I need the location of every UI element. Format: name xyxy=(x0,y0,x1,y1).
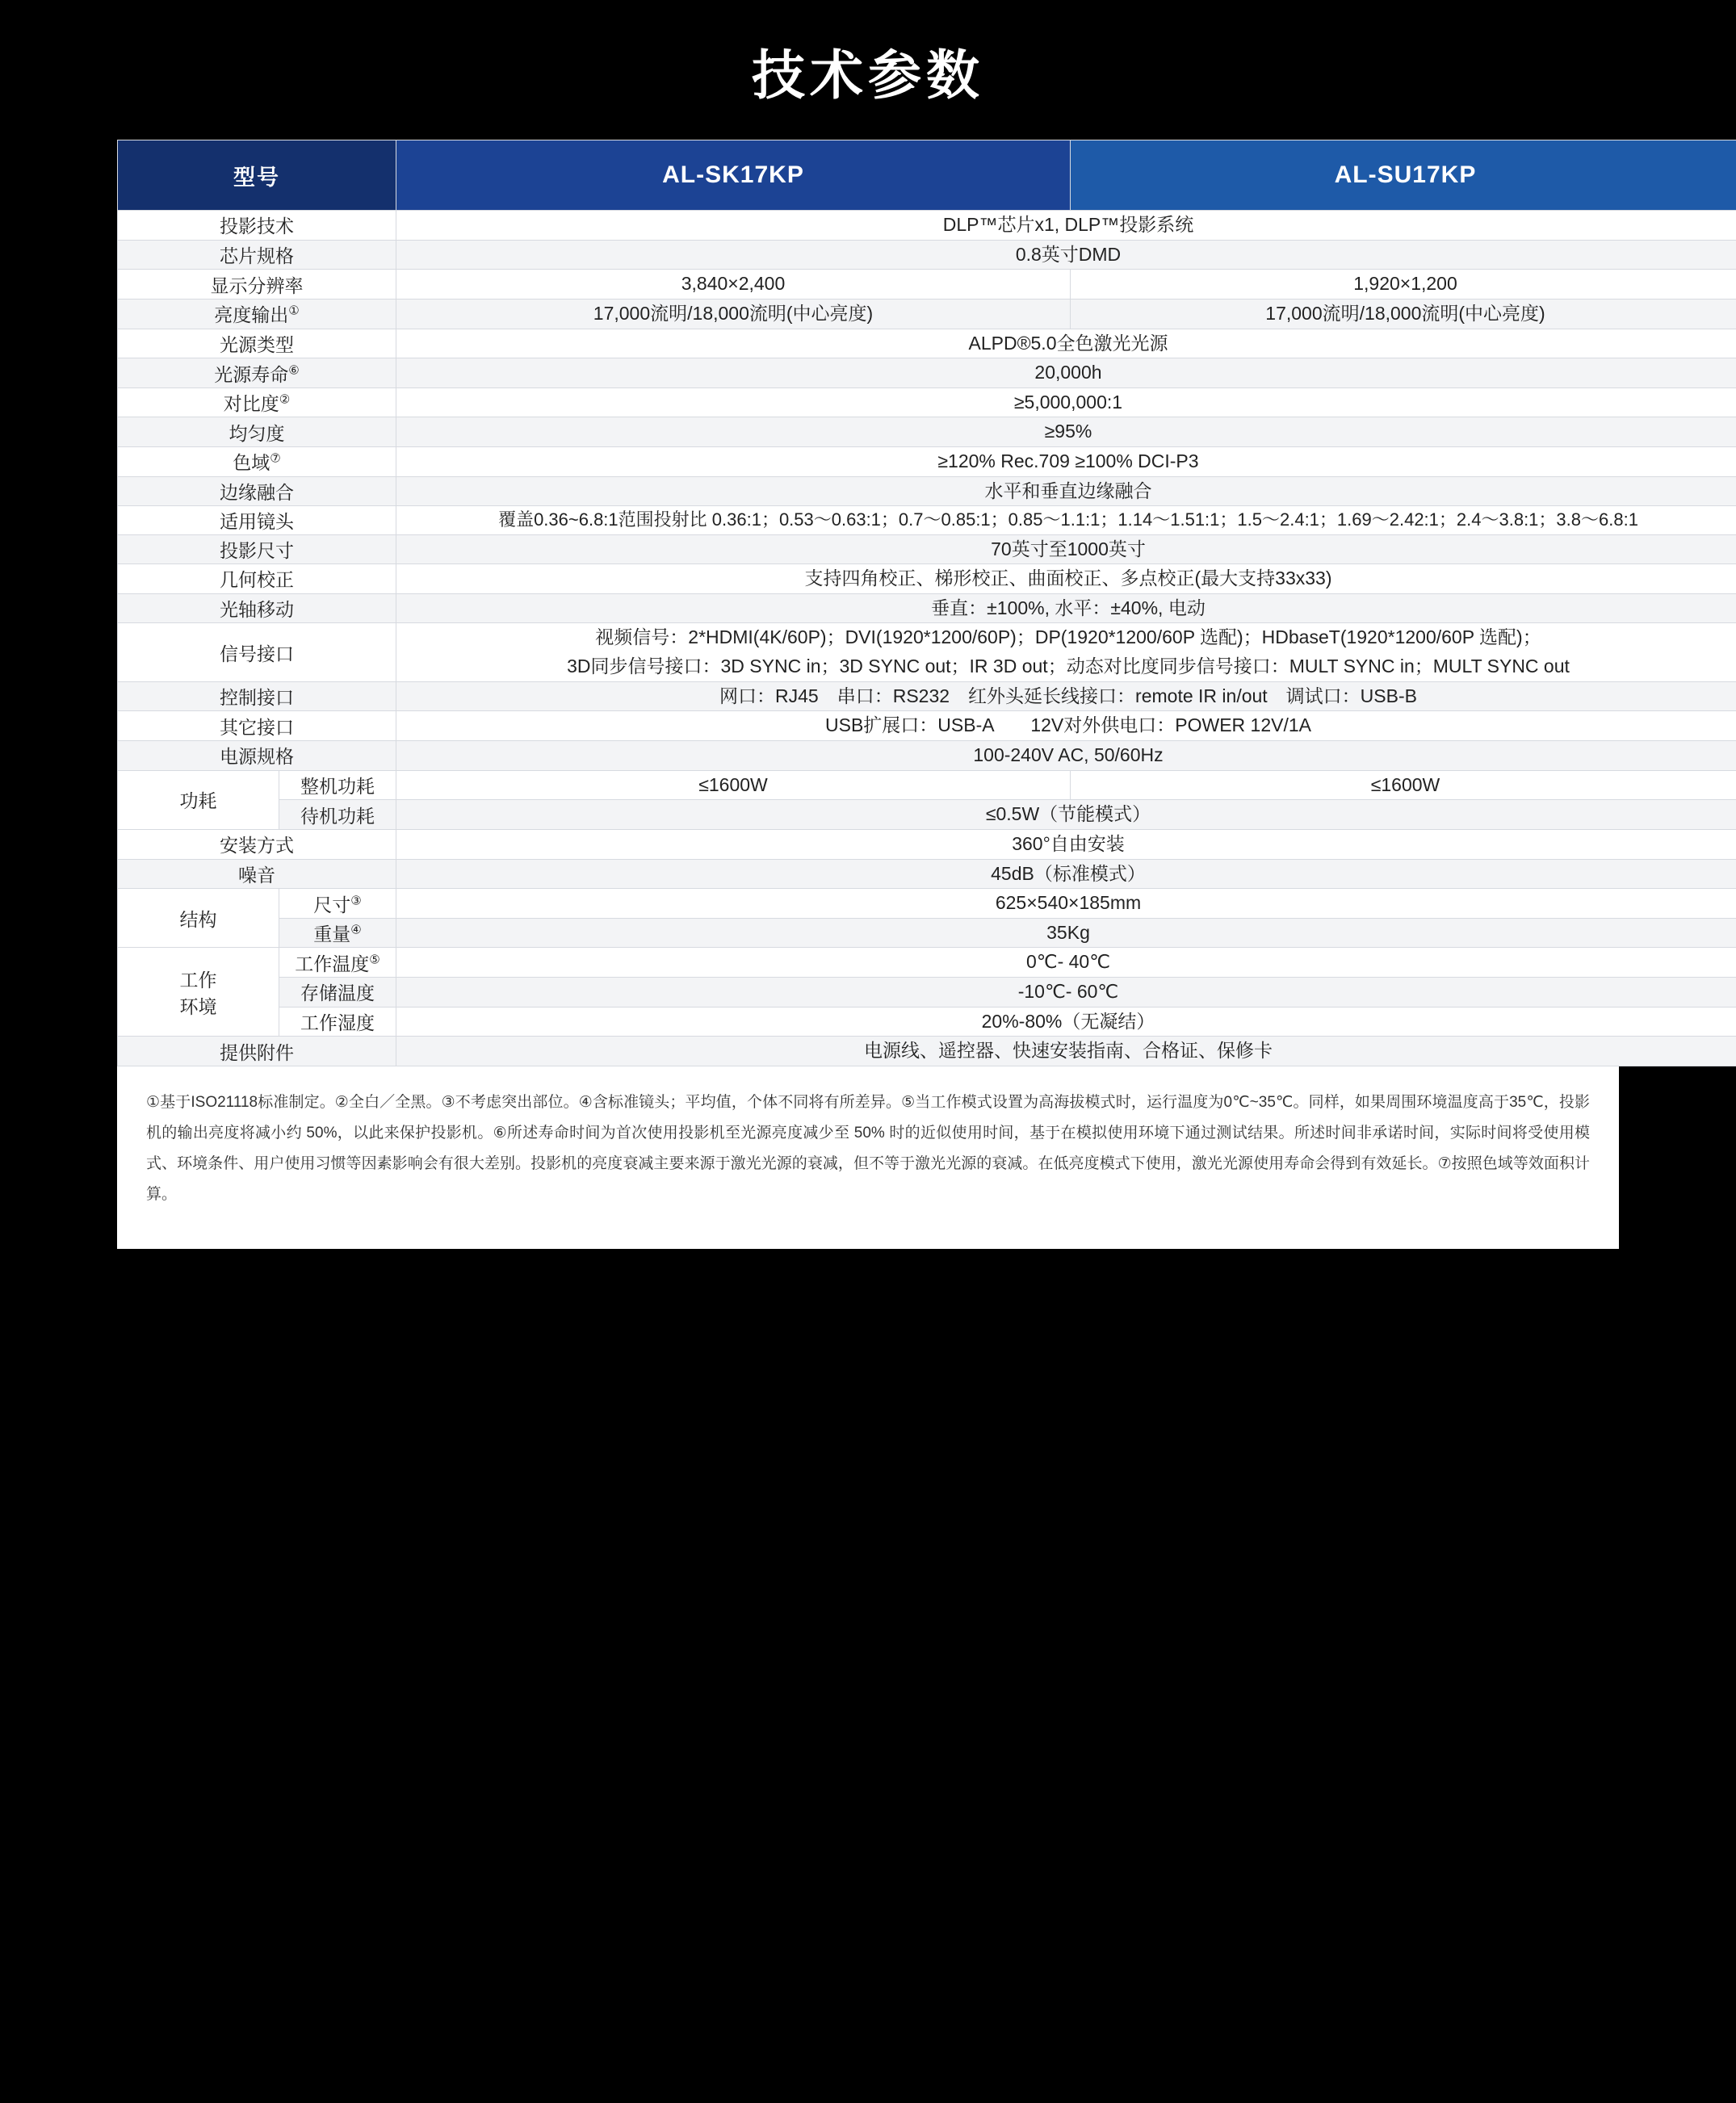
table-row xyxy=(118,800,1736,830)
row-label: 几何校正 xyxy=(118,564,396,594)
table-row xyxy=(118,476,1736,506)
table-body xyxy=(118,211,1736,1066)
row-label: 安装方式 xyxy=(118,829,396,859)
spec-table-container xyxy=(117,140,1638,1066)
environment-label-line2: 环境 xyxy=(179,995,217,1017)
table-row xyxy=(118,299,1736,329)
table-row xyxy=(118,358,1736,388)
header-model-sk17kp: AL-SK17KP xyxy=(396,140,1071,211)
row-value: 水平和垂直边缘融合 xyxy=(396,476,1736,506)
table-row xyxy=(118,623,1736,681)
row-sublabel: 工作湿度 xyxy=(279,1007,396,1037)
row-label: 信号接口 xyxy=(118,623,396,681)
row-value: 电源线、遥控器、快速安装指南、合格证、保修卡 xyxy=(396,1037,1736,1066)
row-sublabel xyxy=(279,918,396,948)
table-row xyxy=(118,417,1736,447)
row-value: 覆盖0.36~6.8:1范围投射比 0.36:1；0.53～0.63:1；0.7～0.85:1；0.85～1.1:1；1.14～1.51:1；1.5～2.4:1；1.69～2.42:1；2.4～3.8:1；3.8～6.8:1 xyxy=(396,506,1736,534)
row-label xyxy=(118,388,396,417)
row-label-text: 色域 xyxy=(233,452,270,474)
row-value: ≥5,000,000:1 xyxy=(396,388,1736,417)
row-value: 360°自由安装 xyxy=(396,829,1736,859)
row-sublabel-text: 尺寸 xyxy=(313,894,351,915)
table-row xyxy=(118,829,1736,859)
row-sublabel xyxy=(279,948,396,978)
row-value: 45dB（标准模式） xyxy=(396,859,1736,889)
table-row xyxy=(118,859,1736,889)
row-value: ≥120% Rec.709 ≥100% DCI-P3 xyxy=(396,447,1736,477)
row-value: ≤0.5W（节能模式） xyxy=(396,800,1736,830)
table-row xyxy=(118,593,1736,623)
row-value: 70英寸至1000英寸 xyxy=(396,534,1736,564)
signal-line-2: 3D同步信号接口：3D SYNC in；3D SYNC out；IR 3D out；动态对比度同步信号接口：MULT SYNC in；MULT SYNC out xyxy=(567,656,1570,677)
footnote-marker: ⑤ xyxy=(369,953,380,967)
row-label xyxy=(118,447,396,477)
footnotes xyxy=(117,1066,1619,1249)
group-label-environment xyxy=(118,948,279,1037)
row-value: 20,000h xyxy=(396,358,1736,388)
row-label: 边缘融合 xyxy=(118,476,396,506)
row-value: 垂直：±100%, 水平：±40%, 电动 xyxy=(396,593,1736,623)
header-row xyxy=(118,140,1736,211)
table-row xyxy=(118,1037,1736,1066)
row-label-text: 亮度输出 xyxy=(214,304,289,326)
table-row xyxy=(118,681,1736,711)
row-label xyxy=(118,358,396,388)
row-label: 投影技术 xyxy=(118,211,396,241)
row-value-b: 17,000流明/18,000流明(中心亮度) xyxy=(1071,299,1736,329)
row-label: 显示分辨率 xyxy=(118,270,396,300)
row-value: 35Kg xyxy=(396,918,1736,948)
row-value xyxy=(396,623,1736,681)
table-row xyxy=(118,388,1736,417)
group-label-structure: 结构 xyxy=(118,889,279,948)
row-sublabel-text: 工作温度 xyxy=(295,953,370,974)
header-model-label: 型号 xyxy=(118,140,396,211)
table-row xyxy=(118,918,1736,948)
row-value-b: ≤1600W xyxy=(1071,770,1736,800)
row-value-a: 17,000流明/18,000流明(中心亮度) xyxy=(396,299,1071,329)
table-row xyxy=(118,506,1736,534)
row-label: 电源规格 xyxy=(118,740,396,770)
row-value-a: 3,840×2,400 xyxy=(396,270,1071,300)
row-value: 0℃- 40℃ xyxy=(396,948,1736,978)
table-row xyxy=(118,564,1736,594)
row-label-text: 对比度 xyxy=(223,393,279,415)
row-value: 0.8英寸DMD xyxy=(396,240,1736,270)
row-sublabel: 整机功耗 xyxy=(279,770,396,800)
row-sublabel: 待机功耗 xyxy=(279,800,396,830)
table-row xyxy=(118,329,1736,358)
row-label xyxy=(118,299,396,329)
footnote-marker: ⑥ xyxy=(288,362,300,377)
row-value-b: 1,920×1,200 xyxy=(1071,270,1736,300)
table-row xyxy=(118,889,1736,919)
environment-label-line1: 工作 xyxy=(179,969,217,991)
table-row xyxy=(118,770,1736,800)
page-title: 技术参数 xyxy=(752,45,984,105)
table-header xyxy=(118,140,1736,211)
group-label-power: 功耗 xyxy=(118,770,279,829)
row-label: 均匀度 xyxy=(118,417,396,447)
row-sublabel: 存储温度 xyxy=(279,978,396,1008)
row-sublabel-text: 重量 xyxy=(313,924,351,945)
header-model-su17kp: AL-SU17KP xyxy=(1071,140,1736,211)
table-row xyxy=(118,978,1736,1008)
row-value: 支持四角校正、梯形校正、曲面校正、多点校正(最大支持33x33) xyxy=(396,564,1736,594)
row-value: 20%-80%（无凝结） xyxy=(396,1007,1736,1037)
row-sublabel xyxy=(279,889,396,919)
row-label: 控制接口 xyxy=(118,681,396,711)
table-row xyxy=(118,711,1736,741)
row-value: 网口：RJ45 串口：RS232 红外头延长线接口：remote IR in/out 调试口：USB-B xyxy=(396,681,1736,711)
table-row xyxy=(118,740,1736,770)
footnote-marker: ② xyxy=(279,392,291,407)
footnote-marker: ④ xyxy=(350,923,362,937)
row-label: 噪音 xyxy=(118,859,396,889)
row-label: 适用镜头 xyxy=(118,506,396,534)
table-row xyxy=(118,447,1736,477)
row-value: ≥95% xyxy=(396,417,1736,447)
table-row xyxy=(118,270,1736,300)
row-value: ALPD®5.0全色激光光源 xyxy=(396,329,1736,358)
table-row xyxy=(118,1007,1736,1037)
spec-table xyxy=(117,140,1736,1066)
row-label: 光轴移动 xyxy=(118,593,396,623)
footnotes-text: ①基于ISO21118标准制定。②全白／全黑。③不考虑突出部位。④含标准镜头；平均值，个体不同将有所差异。⑤当工作模式设置为高海拔模式时，运行温度为0℃~35℃。同样，如果周围环境温度高于35℃，投影机的输出亮度将减小约 50%，以此来保护投影机。⑥所述寿命时间为首次使用投影机至光源亮度减少至 50% 时的近似使用时间，基于在模拟使用环境下通过测试结果。所述时间非承诺时间，实际时间将受使用模式、环境条件、用户使用习惯等因素影响会有很大差别。投影机的亮度衰减主要来源于激光光源的衰减，但不等于激光光源的衰减。在低亮度模式下使用，激光光源使用寿命会得到有效延长。⑦按照色域等效面积计算。 xyxy=(146,1094,1590,1204)
row-label: 其它接口 xyxy=(118,711,396,741)
footnote-marker: ③ xyxy=(350,893,362,907)
footnote-marker: ⑦ xyxy=(270,451,281,466)
table-row xyxy=(118,534,1736,564)
row-value: 625×540×185mm xyxy=(396,889,1736,919)
table-row xyxy=(118,240,1736,270)
row-value: USB扩展口：USB-A 12V对外供电口：POWER 12V/1A xyxy=(396,711,1736,741)
row-value: -10℃- 60℃ xyxy=(396,978,1736,1008)
row-label: 光源类型 xyxy=(118,329,396,358)
row-value: DLP™芯片x1, DLP™投影系统 xyxy=(396,211,1736,241)
footnote-marker: ① xyxy=(288,304,300,318)
row-label: 芯片规格 xyxy=(118,240,396,270)
signal-line-1: 视频信号：2*HDMI(4K/60P)；DVI(1920*1200/60P)；DP(1920*1200/60P 选配)；HDbaseT(1920*1200/60P 选配)； xyxy=(595,626,1541,648)
row-value-a: ≤1600W xyxy=(396,770,1071,800)
row-label-text: 光源寿命 xyxy=(214,363,289,385)
row-label: 投影尺寸 xyxy=(118,534,396,564)
bottom-spacer xyxy=(0,1249,1736,1297)
table-row xyxy=(118,211,1736,241)
row-label: 提供附件 xyxy=(118,1037,396,1066)
row-value: 100-240V AC, 50/60Hz xyxy=(396,740,1736,770)
table-row xyxy=(118,948,1736,978)
